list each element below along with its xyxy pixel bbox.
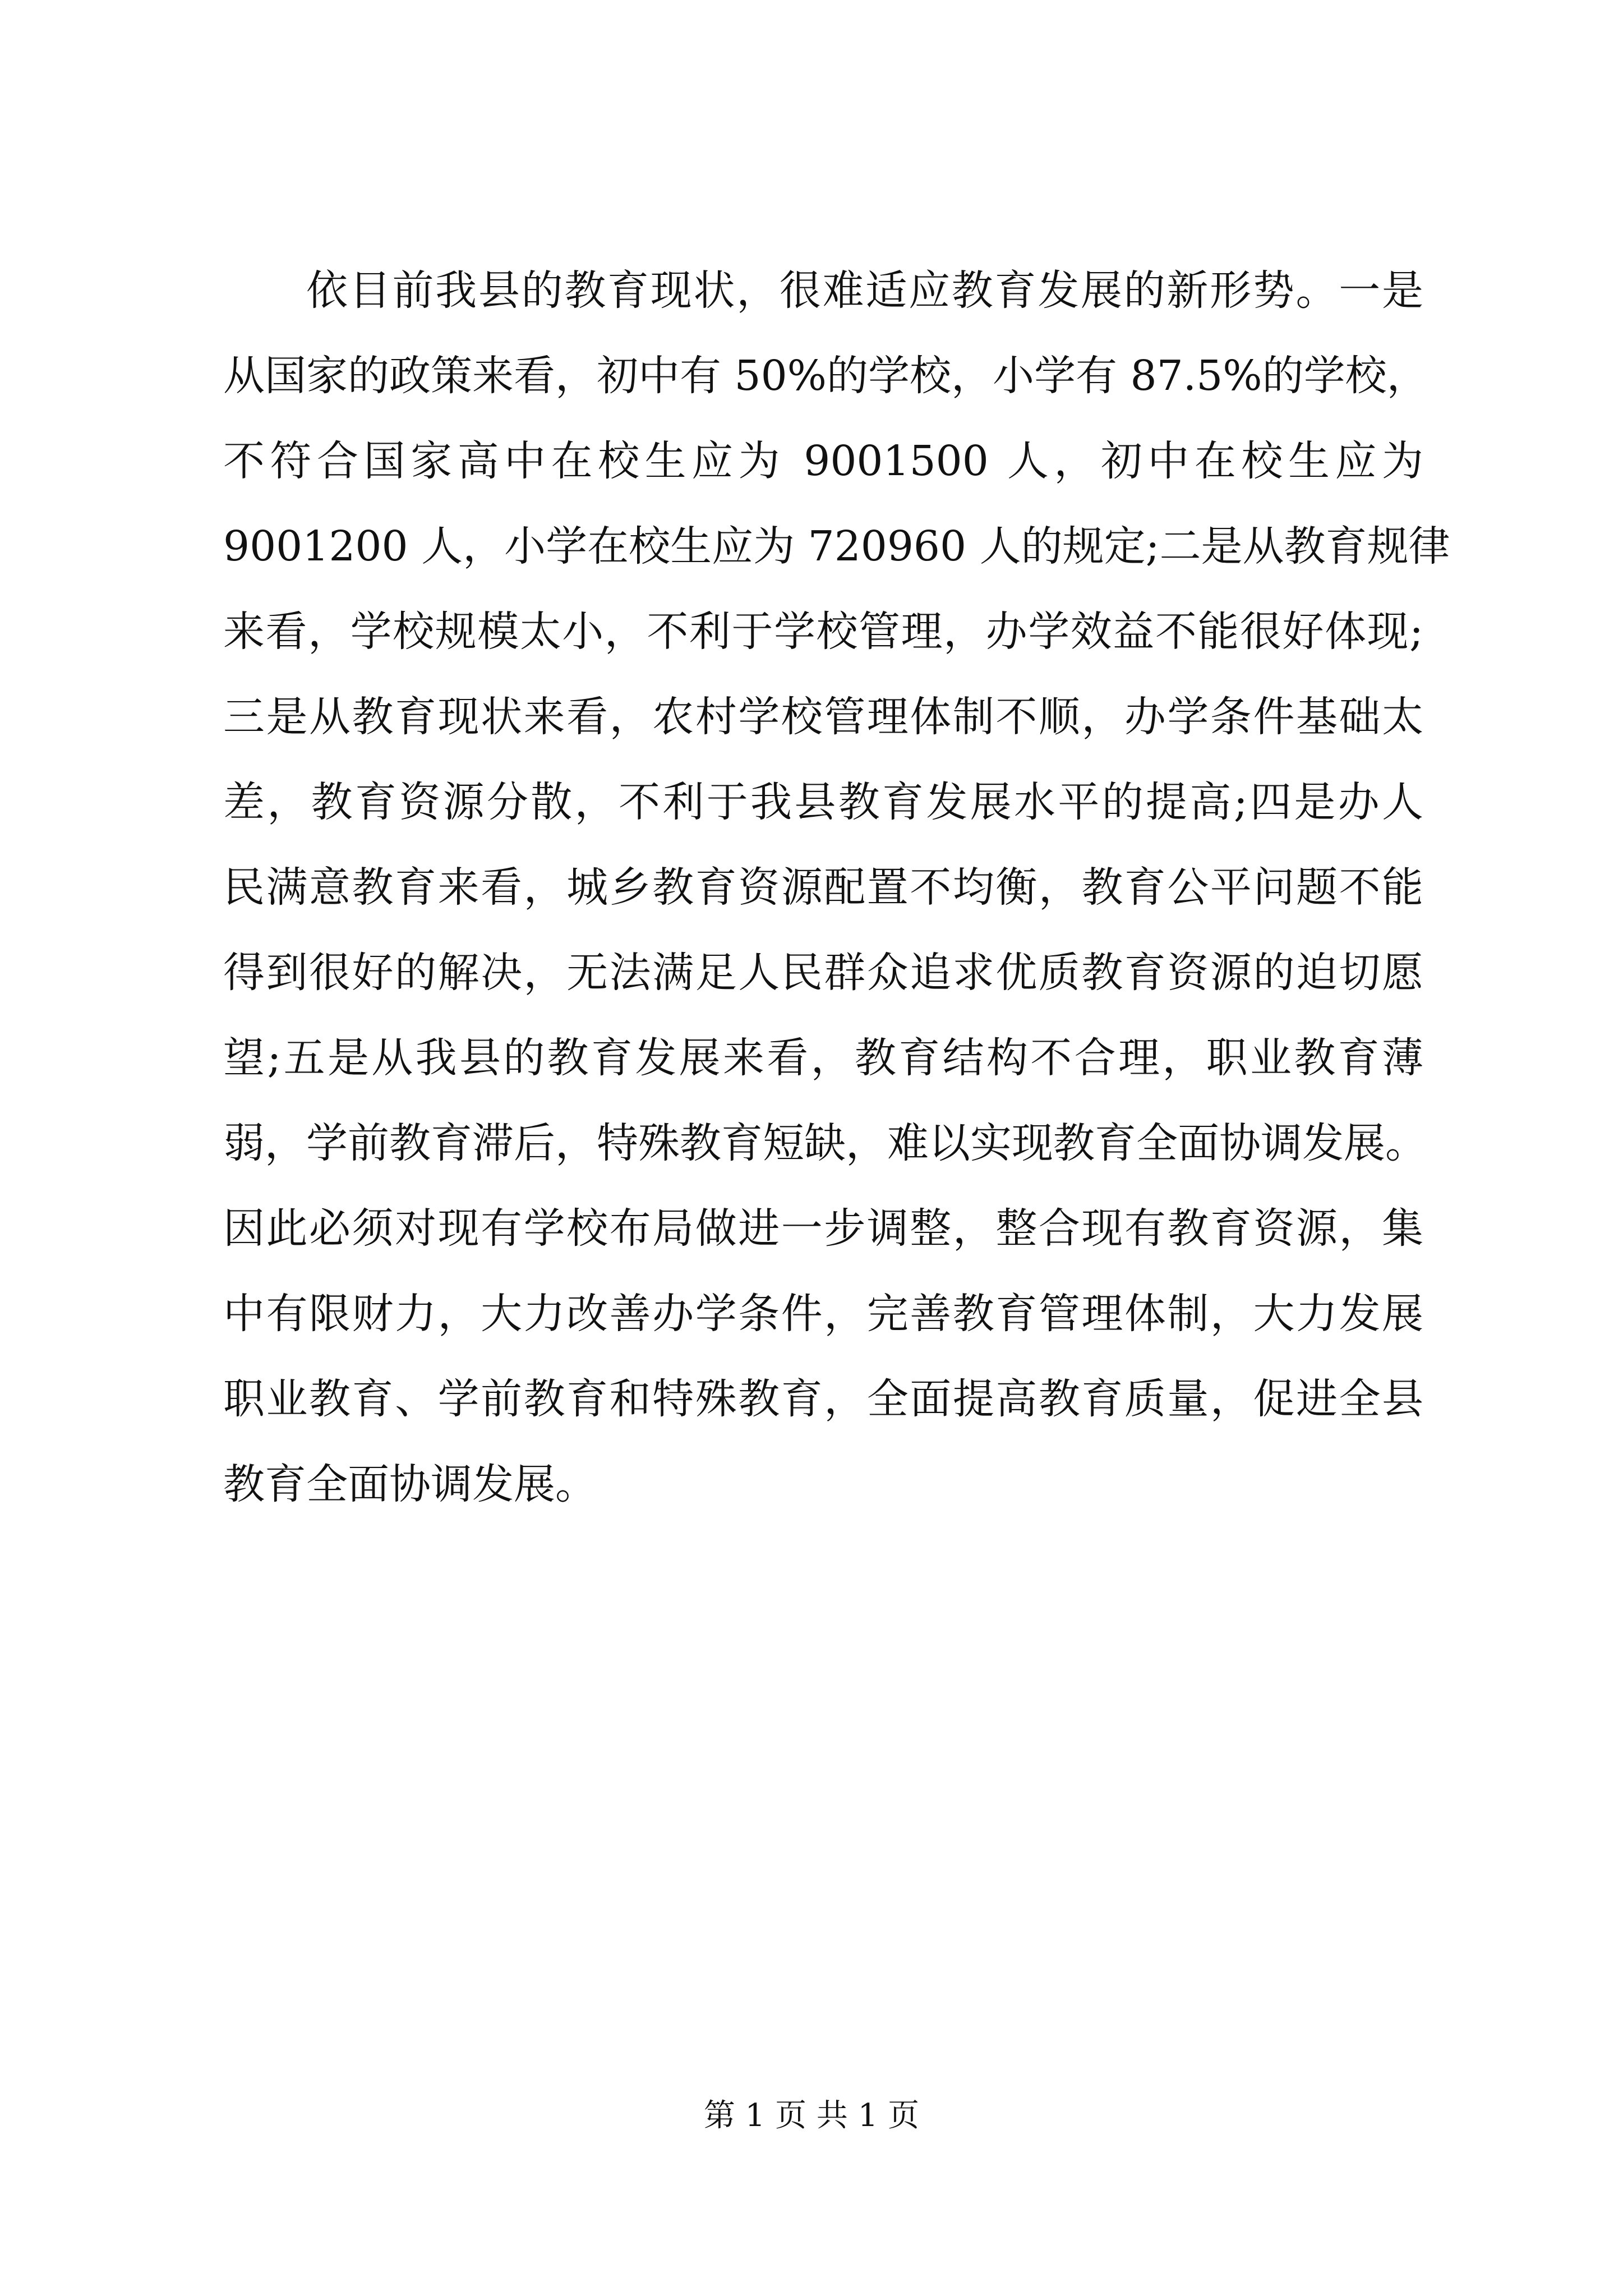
paragraph-line: 弱，学前教育滞后，特殊教育短缺，难以实现教育全面协调发展。 xyxy=(223,1119,1427,1167)
page-footer xyxy=(0,2093,1623,2138)
paragraph-line: 不符合国家高中在校生应为 9001500 人，初中在校生应为 xyxy=(223,437,1423,485)
paragraph-line: 依目前我县的教育现状，很难适应教育发展的新形势。一是 xyxy=(306,266,1423,315)
paragraph-line: 民满意教育来看，城乡教育资源配置不均衡，教育公平问题不能 xyxy=(223,863,1423,912)
paragraph-line: 望;五是从我县的教育发展来看，教育结构不合理，职业教育薄 xyxy=(223,1034,1423,1082)
paragraph-line: 来看，学校规模太小，不利于学校管理，办学效益不能很好体现; xyxy=(223,608,1423,656)
paragraph-line: 从国家的政策来看，初中有 50%的学校，小学有 87.5%的学校， xyxy=(223,352,1428,400)
body-paragraph xyxy=(223,263,1450,1542)
paragraph-line: 差，教育资源分散，不利于我县教育发展水平的提高;四是办人 xyxy=(223,778,1423,826)
paragraph-line: 得到很好的解决，无法满足人民群众追求优质教育资源的迫切愿 xyxy=(223,949,1423,997)
paragraph-line: 职业教育、学前教育和特殊教育，全面提高教育质量，促进全县 xyxy=(223,1375,1423,1423)
paragraph-line-last: 教育全面协调发展。 xyxy=(223,1460,597,1508)
paragraph-line: 9001200 人，小学在校生应为 720960 人的规定;二是从教育规律 xyxy=(223,522,1450,570)
paragraph-line: 因此必须对现有学校布局做进一步调整，整合现有教育资源，集 xyxy=(223,1204,1423,1253)
page-number-label: 第 1 页 共 1 页 xyxy=(703,2097,920,2134)
paragraph-line: 三是从教育现状来看，农村学校管理体制不顺，办学条件基础太 xyxy=(223,693,1423,741)
paragraph-line: 中有限财力，大力改善办学条件，完善教育管理体制，大力发展 xyxy=(223,1290,1423,1338)
